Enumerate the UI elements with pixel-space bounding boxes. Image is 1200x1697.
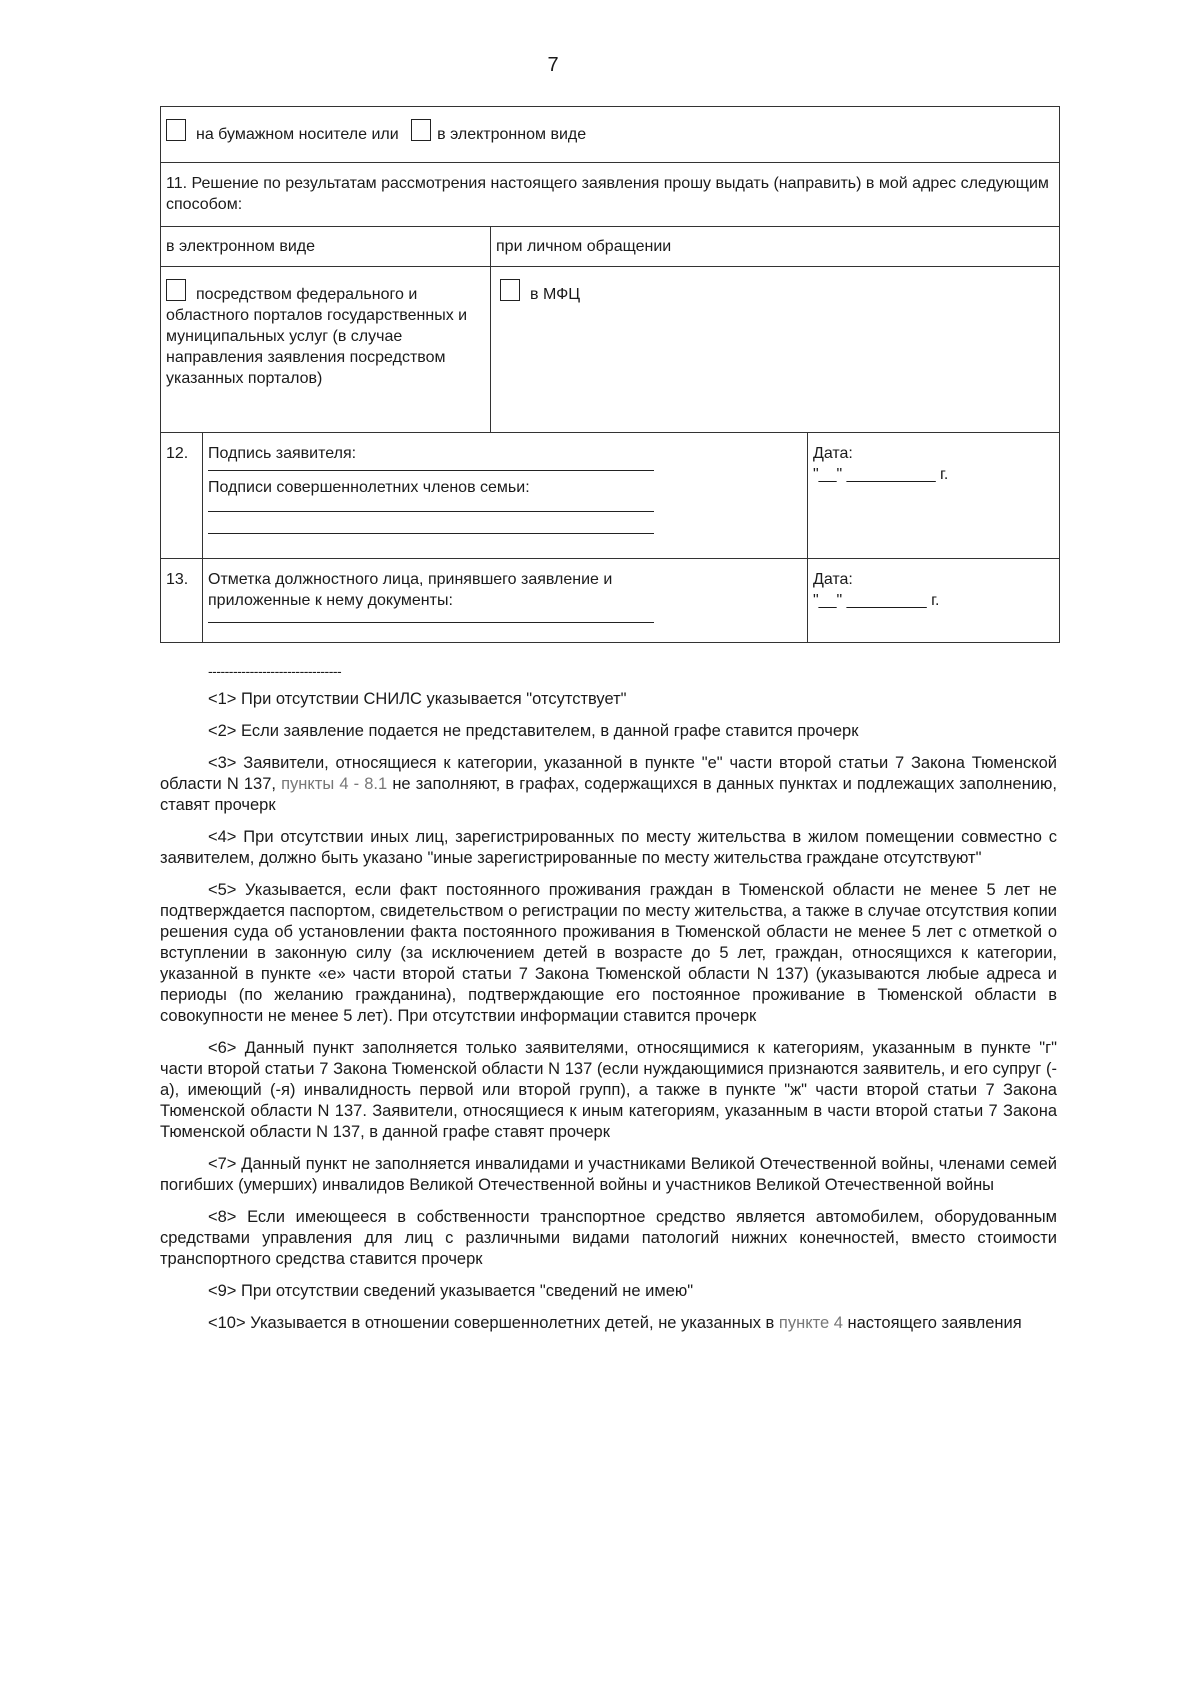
footnote-7: <7> Данный пункт не заполняется инвалидами и участниками Великой Отечественной войны, членами семей погибших (умерших) инвалидов Великой Отечественной войны и участников Великой Отечественной войны [160,1155,1057,1194]
item-11-options-row [161,267,1060,433]
footnote-6: <6> Данный пункт заполняется только заявителями, относящимися к категориям, указанным в пункте "г" части второй статьи 7 Закона Тюменской области N 137 (если нуждающимися признаются заявитель, и его супруг (-а), имеющий (-я) инвалидность первой или второй групп), а также в пункте "ж" части второй статьи 7 Закона Тюменской области N 137. Заявители, относящиеся к иным категориям, указанным в части второй статьи 7 Закона Тюменской области N 137, в данной графе ставят прочерк [160,1039,1057,1141]
portal-checkbox[interactable] [166,279,186,301]
column-electronic-header: в электронном виде [161,227,491,267]
family-signatures-label: Подписи совершеннолетних членов семьи: [208,479,530,496]
application-form-table [160,106,1060,643]
mfc-option-label: в МФЦ [530,286,581,303]
item-13-number: 13. [161,559,203,643]
footnote-3-text-a: <3> Заявители, относящиеся к категории, указанной в пункте "е" части второй статьи 7 Закона Тюменской области N 137, [160,754,1057,793]
item-13-row [161,559,1060,643]
footnote-10-text-a: <10> Указывается в отношении совершеннолетних детей, не указанных в [208,1314,775,1332]
footnote-3-link-items-4-8-1[interactable]: пункты 4 - 8.1 [281,775,388,793]
footnote-9: <9> При отсутствии сведений указывается "сведений не имею" [208,1282,694,1300]
footnote-4: <4> При отсутствии иных лиц, зарегистрированных по месту жительства в жилом помещении совместно с заявителем, должно быть указано "иные зарегистрированные по месту жительства граждане отсутствуют" [160,828,1057,867]
family-signature-line-2[interactable] [208,533,654,534]
column-personal-header: при личном обращении [491,227,1060,267]
applicant-signature-line[interactable] [208,470,654,471]
official-mark-label: Отметка должностного лица, принявшего заявление и приложенные к нему документы: [208,571,613,609]
paper-option-label: на бумажном носителе или [196,126,399,143]
item-13-date-field[interactable]: "__" _________ г. [813,592,940,609]
item-12-date-label: Дата: [813,445,853,462]
footnote-3-text-b: не заполняют, в графах, содержащихся в данных пунктах и подлежащих заполнению, ставят прочерк [160,775,1058,814]
item-12-row [161,433,1060,559]
footnote-10-link-item-4[interactable]: пункте 4 [778,1314,843,1332]
footnote-1: <1> При отсутствии СНИЛС указывается "отсутствует" [208,690,627,708]
applicant-signature-label: Подпись заявителя: [208,445,357,462]
footnote-8: <8> Если имеющееся в собственности транспортное средство является автомобилем, оборудованным средствами управления для лиц с различными видами патологий нижних конечностей, вместо стоимости транспортного средства ставится прочерк [160,1208,1057,1268]
footnote-3 [160,753,1057,816]
item-11-columns-row [161,227,1060,267]
mfc-checkbox[interactable] [500,279,520,301]
item-12-date-field[interactable]: "__" __________ г. [813,466,949,483]
footnote-10 [160,1313,1057,1334]
footnotes-section [160,664,1057,1345]
footnote-2: <2> Если заявление подается не представителем, в данной графе ставится прочерк [208,722,859,740]
footnote-5: <5> Указывается, если факт постоянного проживания граждан в Тюменской области не менее 5 лет не подтверждается паспортом, свидетельством о регистрации по месту жительства, а также в случае отсутствия копии решения суда об установлении факта постоянного проживания в Тюменской области не менее 5 лет с отметкой о вступлении в законную силу (за исключением детей в возрасте до 5 лет, граждан, относящихся к категории, указанной в пункте «е» части второй статьи 7 Закона Тюменской области N 137) (указываются любые адреса и периоды (по желанию гражданина), подтверждающие его постоянное проживание в Тюменской области в совокупности не менее 5 лет). При отсутствии информации ставится прочерк [160,881,1057,1025]
footnotes-separator: -------------------------------- [208,663,342,679]
electronic-option-label: в электронном виде [437,126,587,143]
page-number: 7 [547,54,559,76]
official-mark-line[interactable] [208,622,654,623]
paper-checkbox[interactable] [166,119,186,141]
electronic-checkbox[interactable] [411,119,431,141]
family-signature-line-1[interactable] [208,511,654,512]
item-11-row [161,163,1060,227]
delivery-method-row [161,107,1060,163]
item-12-number: 12. [161,433,203,559]
item-11-title: 11. Решение по результатам рассмотрения настоящего заявления прошу выдать (направить) в мой адрес следующим способом: [161,163,1060,227]
footnote-10-text-b: настоящего заявления [847,1314,1022,1332]
portal-option-label: посредством федерального и областного порталов государственных и муниципальных услуг (в случае направления заявления посредством указанных порталов) [166,286,468,387]
item-13-date-label: Дата: [813,571,853,588]
